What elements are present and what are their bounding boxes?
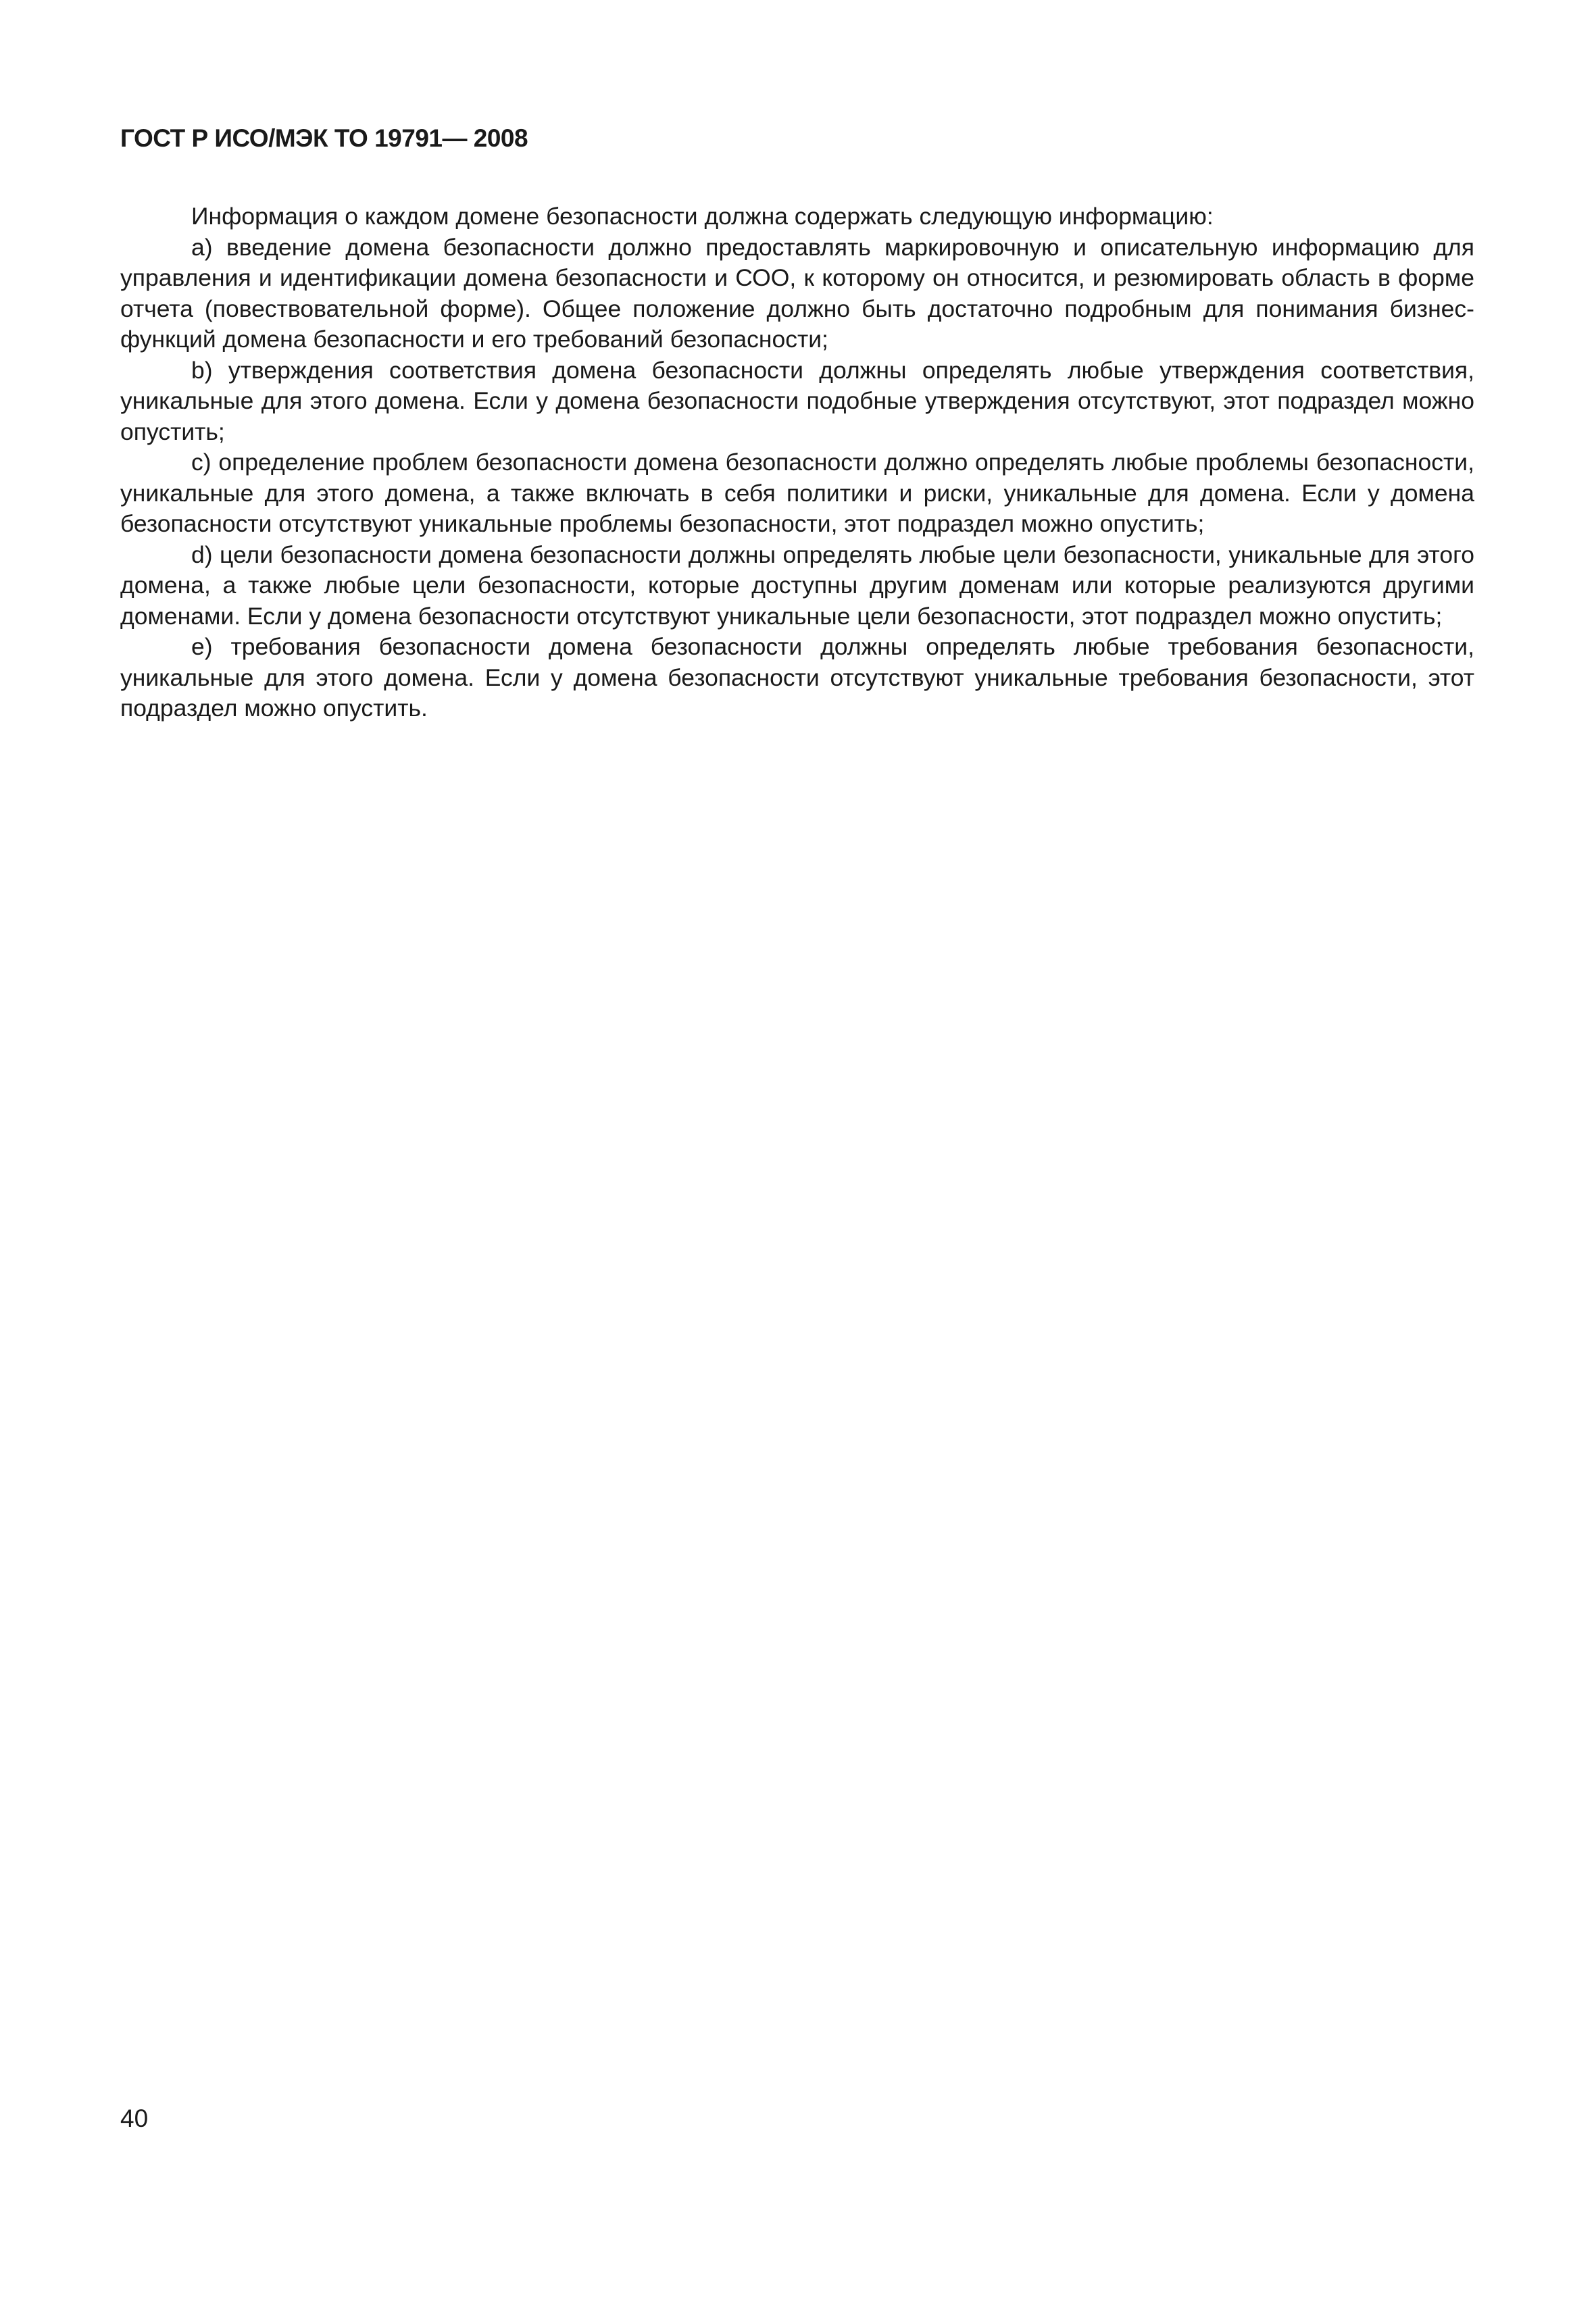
body-text — [120, 201, 1474, 724]
page-number: 40 — [120, 2105, 149, 2132]
list-item-d: d) цели безопасности домена безопасности должны определять любые цели безопасности, уникальные для этого домена, а также любые цели безопасности, которые доступны другим доменам или которые реализуются другими доменами. Если у домена безопасности отсутствуют уникальные цели безопасности, этот подраздел можно опустить; — [120, 540, 1474, 630]
list-item-e: e) требования безопасности домена безопасности должны определять любые требования безопасности, уникальные для этого домена. Если у домена безопасности отсутствуют уникальные требования безопасности, этот подраздел можно опустить. — [120, 633, 1474, 722]
intro-paragraph: Информация о каждом домене безопасности должна содержать следующую информацию: — [191, 203, 1214, 230]
document-header: ГОСТ Р ИСО/МЭК ТО 19791— 2008 — [120, 124, 528, 152]
list-item-b: b) утверждения соответствия домена безопасности должны определять любые утверждения соответствия, уникальные для этого домена. Если у домена безопасности подобные утверждения отсутствуют, этот подраздел можно опустить; — [120, 356, 1474, 445]
list-item-a: a) введение домена безопасности должно предоставлять маркировочную и описательную информацию для управления и идентификации домена безопасности и СОО, к которому он относится, и резюмировать область в форме отчета (повествовательной форме). Общее положение должно быть достаточно подробным для понимания бизнес-функций домена безопасности и его требований безопасности; — [120, 233, 1474, 353]
list-item-c: c) определение проблем безопасности домена безопасности должно определять любые проблемы безопасности, уникальные для этого домена, а также включать в себя политики и риски, уникальные для домена. Если у домена безопасности отсутствуют уникальные проблемы безопасности, этот подраздел можно опустить; — [120, 449, 1474, 537]
